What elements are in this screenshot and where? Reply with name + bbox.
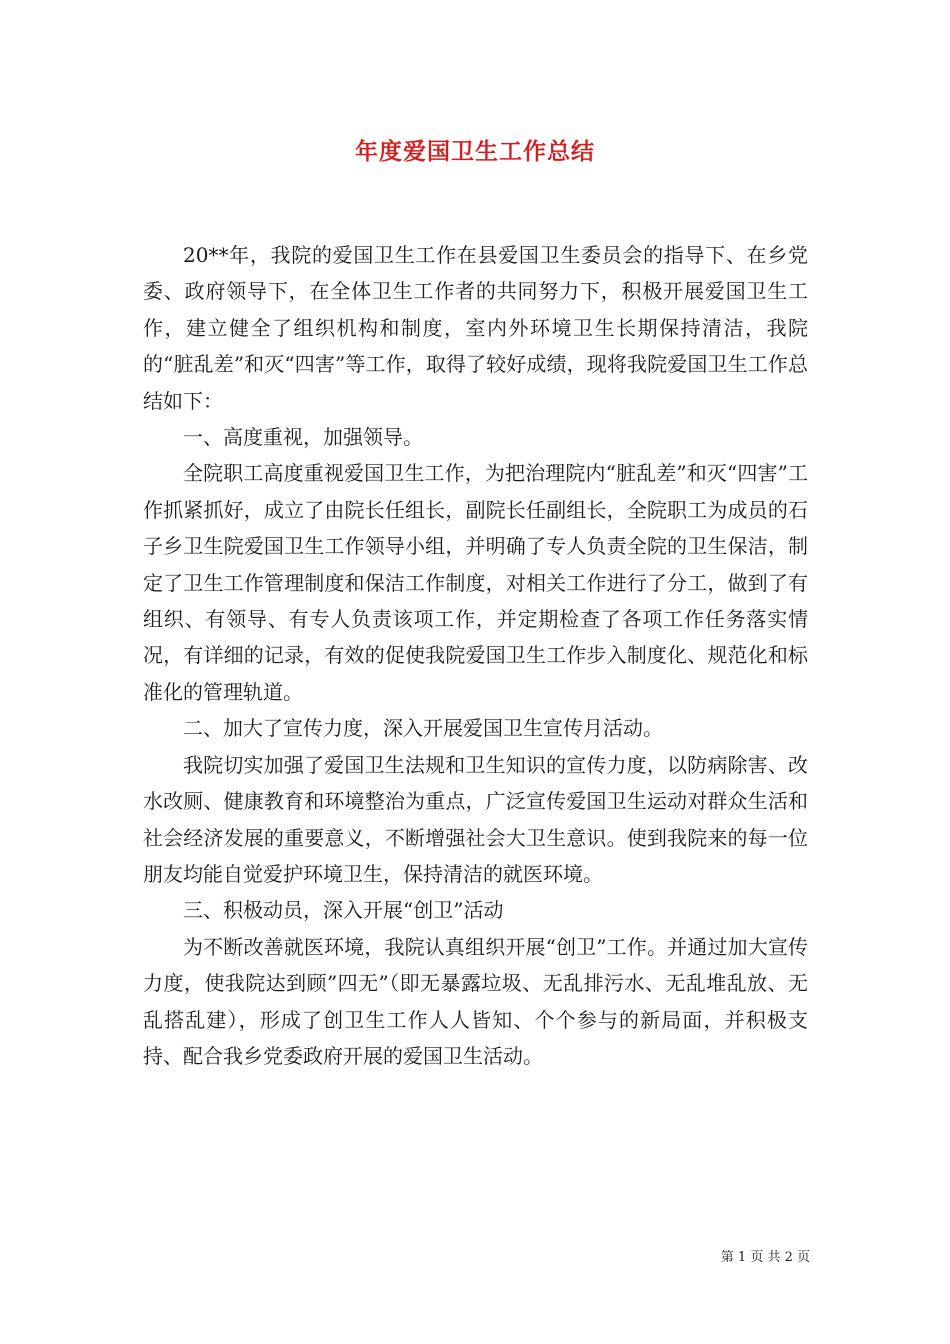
section-heading-2: 二、加大了宣传力度，深入开展爱国卫生宣传月活动。 xyxy=(183,716,663,741)
document-body xyxy=(143,237,808,1074)
paragraph-section-3: 为不断改善就医环境，我院认真组织开展“创卫”工作。并通过加大宣传力度，使我院达到顾”四无”（即无暴露垃圾、无乱排污水、无乱堆乱放、无乱搭乱建），形成了创卫生工作人人皆知、个个参与的新局面，并积极支持、配合我乡党委政府开展的爱国卫生活动。 xyxy=(143,934,808,1068)
paragraph-intro: 20**年，我院的爱国卫生工作在县爱国卫生委员会的指导下、在乡党委、政府领导下，在全体卫生工作者的共同努力下，积极开展爱国卫生工作，建立健全了组织机构和制度，室内外环境卫生长期保持清洁，我院的“脏乱差”和灭“四害”等工作，取得了较好成绩，现将我院爱国卫生工作总结如下： xyxy=(143,243,808,413)
page-number-footer: 第 1 页 共 2 页 xyxy=(720,1250,810,1265)
page-title: 年度爱国卫生工作总结 xyxy=(355,138,595,165)
section-heading-1: 一、高度重视，加强领导。 xyxy=(183,425,423,450)
paragraph-section-2: 我院切实加强了爱国卫生法规和卫生知识的宣传力度，以防病除害、改水改厕、健康教育和环境整治为重点，广泛宣传爱国卫生运动对群众生活和社会经济发展的重要意义，不断增强社会大卫生意识。使到我院来的每一位朋友均能自觉爱护环境卫生，保持清洁的就医环境。 xyxy=(143,752,808,886)
paragraph-section-1: 全院职工高度重视爱国卫生工作，为把治理院内“脏乱差”和灭“四害”工作抓紧抓好，成立了由院长任组长，副院长任副组长，全院职工为成员的石子乡卫生院爱国卫生工作领导小组，并明确了专人负责全院的卫生保洁，制定了卫生工作管理制度和保洁工作制度，对相关工作进行了分工，做到了有组织、有领导、有专人负责该项工作，并定期检查了各项工作任务落实情况，有详细的记录，有效的促使我院爱国卫生工作步入制度化、规范化和标准化的管理轨道。 xyxy=(143,461,808,704)
section-heading-3: 三、积极动员，深入开展“创卫”活动 xyxy=(183,898,504,923)
